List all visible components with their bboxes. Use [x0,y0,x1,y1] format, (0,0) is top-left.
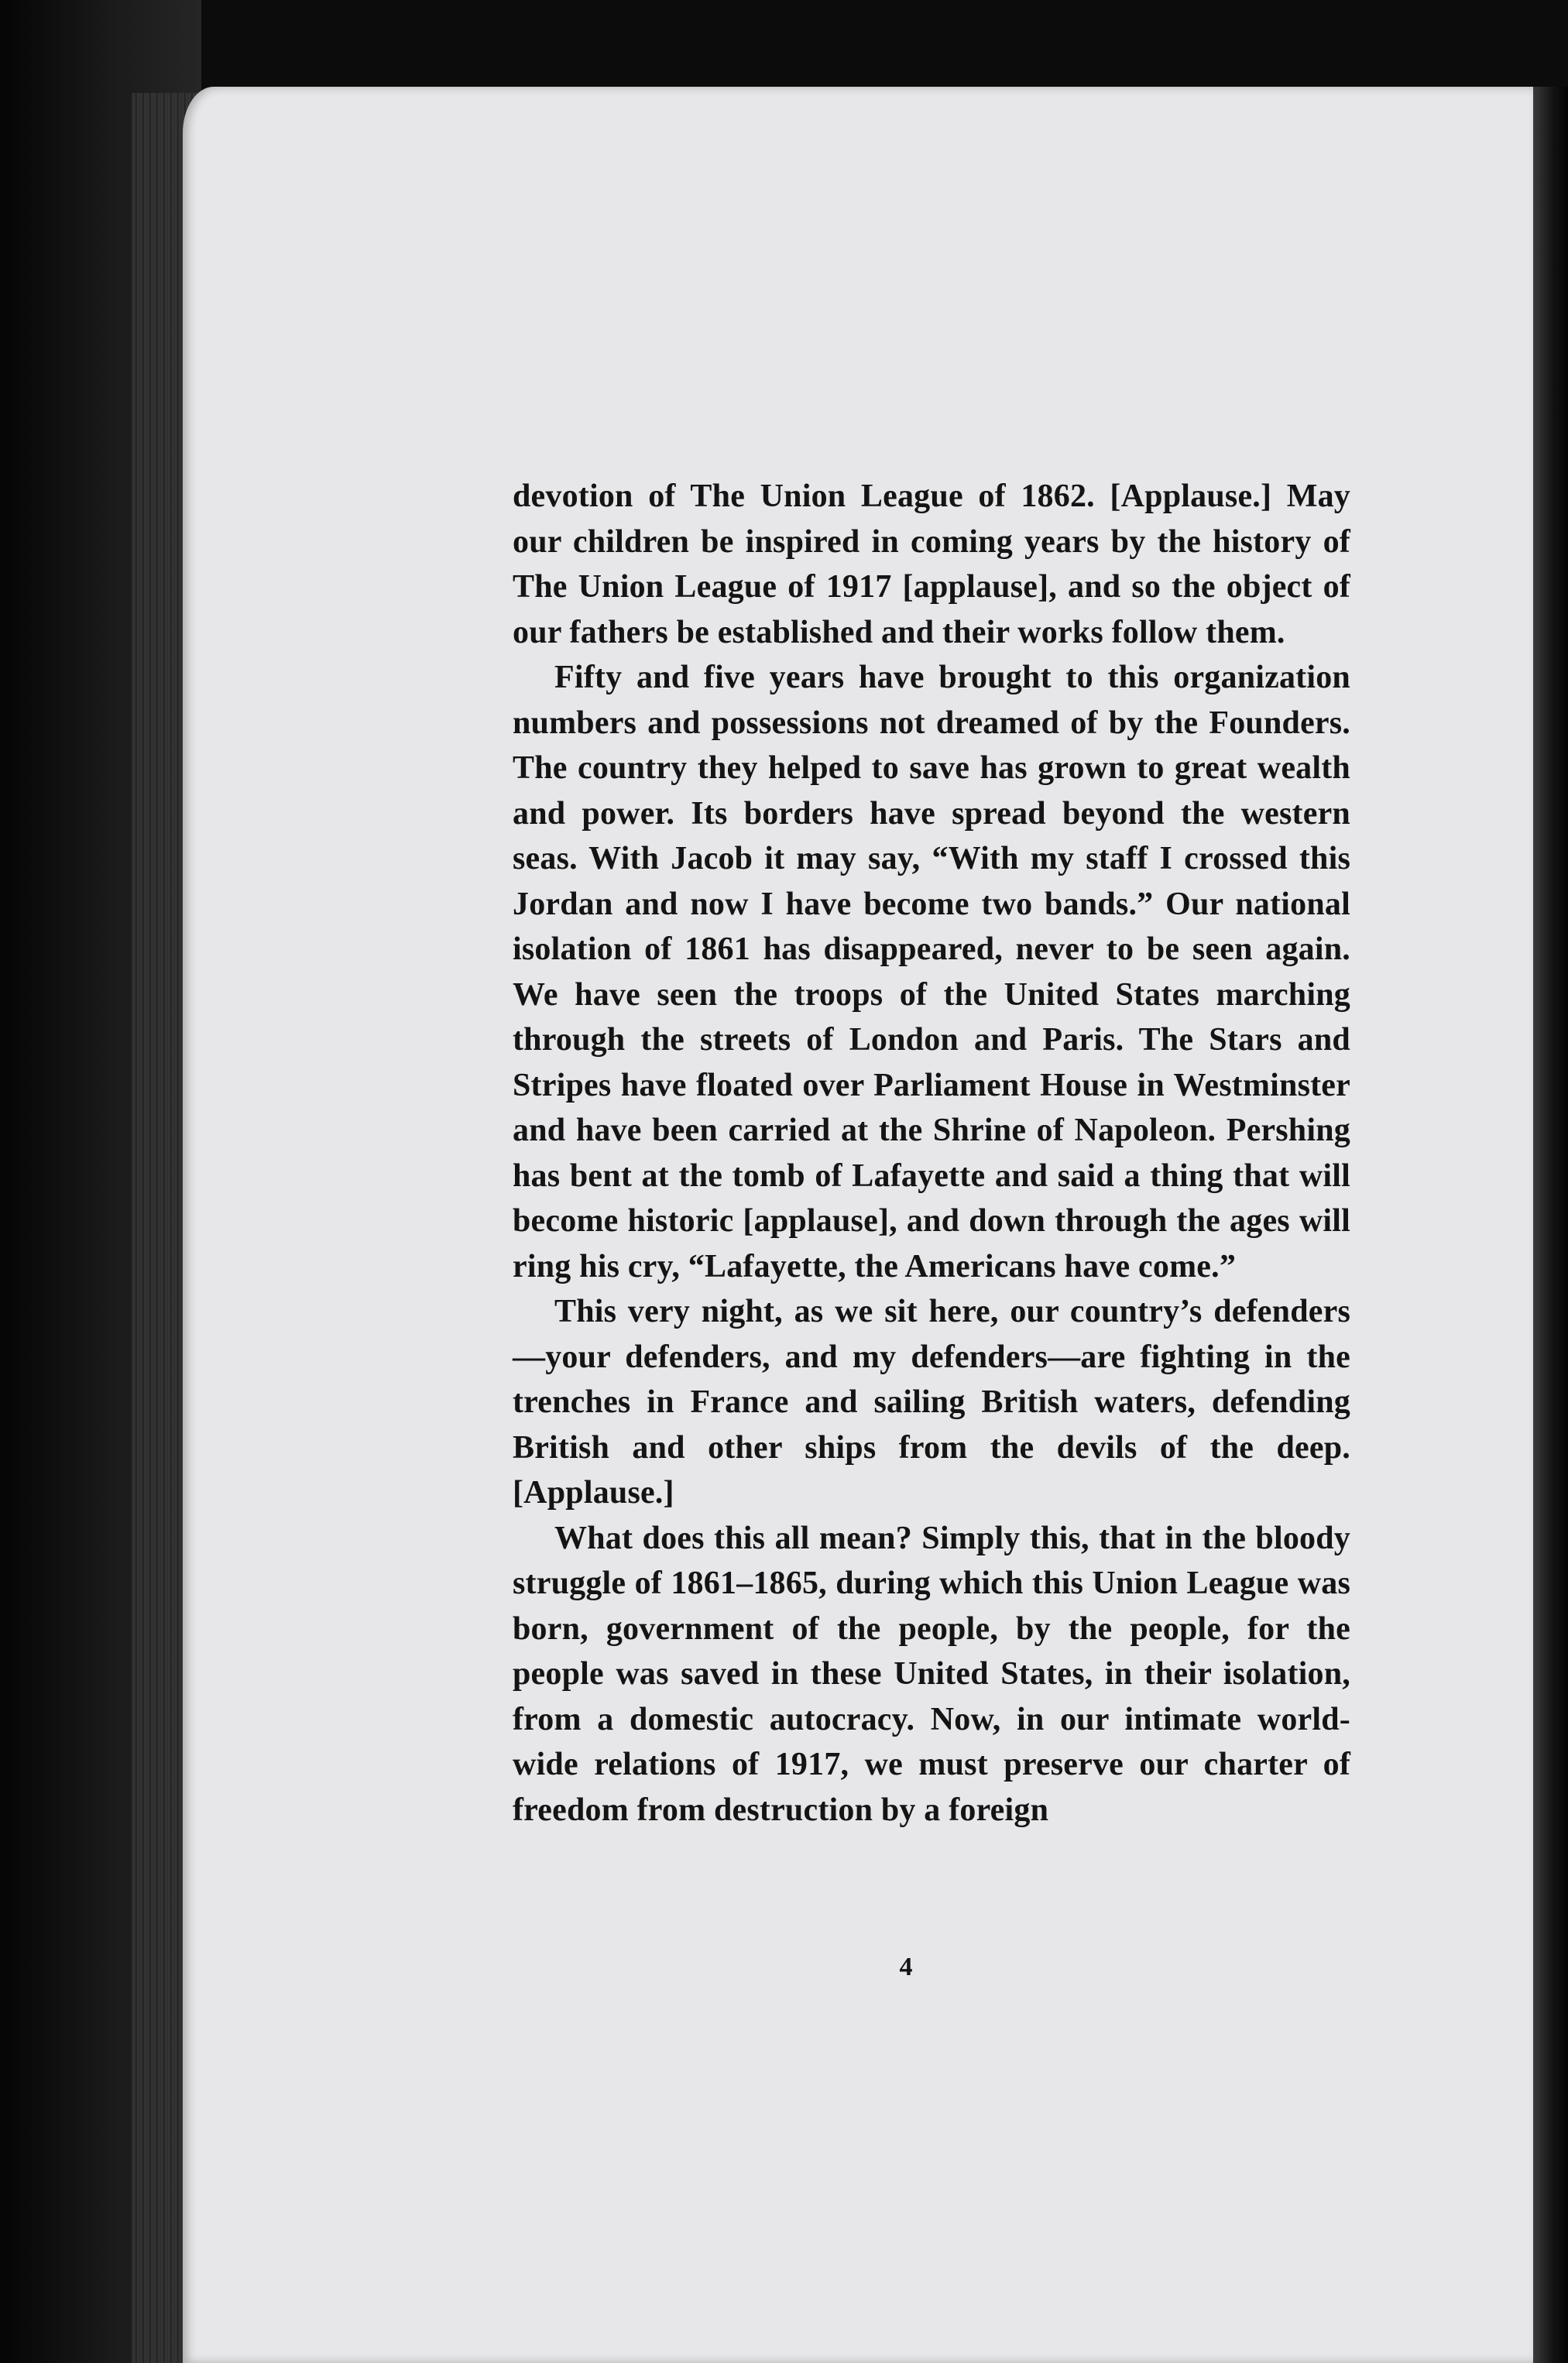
paragraph-2: Fifty and five years have brought to this organization numbers and possessions not dreamed of by the Founders. The country they helped to save has grown to great wealth and power. Its borders have spread beyond the western seas. With Jacob it may say, “With my staff I crossed this Jordan and now I have become two bands.” Our national isolation of 1861 has disappeared, never to be seen again. We have seen the troops of the United States marching through the streets of London and Paris. The Stars and Stripes have floated over Parliament House in Westminster and have been carried at the Shrine of Napoleon. Pershing has bent at the tomb of Lafayette and said a thing that will become historic [applause], and down through the ages will ring his cry, “Lafayette, the Americans have come.” [513,660,1350,1284]
page-number: 4 [899,1953,913,1981]
paragraph-1: devotion of The Union League of 1862. [Applause.] May our children be inspired in coming years by the history of The Union League of 1917 [applause], and so the object of our fathers be established and their works follow them. [513,478,1350,650]
paragraph-3: This very night, as we sit here, our country’s defenders —your defenders, and my defenders—are fighting in the trenches in France and sailing British waters, defending British and other ships from the devils of the deep. [Applause.] [513,1294,1350,1511]
paragraph-4: What does this all mean? Simply this, that in the bloody struggle of 1861–1865, during which this Union League was born, government of the people, by the people, for the people was saved in these United States, in their isolation, from a domestic autocracy. Now, in our intimate world-wide relations of 1917, we must preserve our charter of freedom from destruction by a foreign [513,1520,1350,1828]
scan-background-right [1533,87,1568,2363]
body-text [513,474,1350,1833]
